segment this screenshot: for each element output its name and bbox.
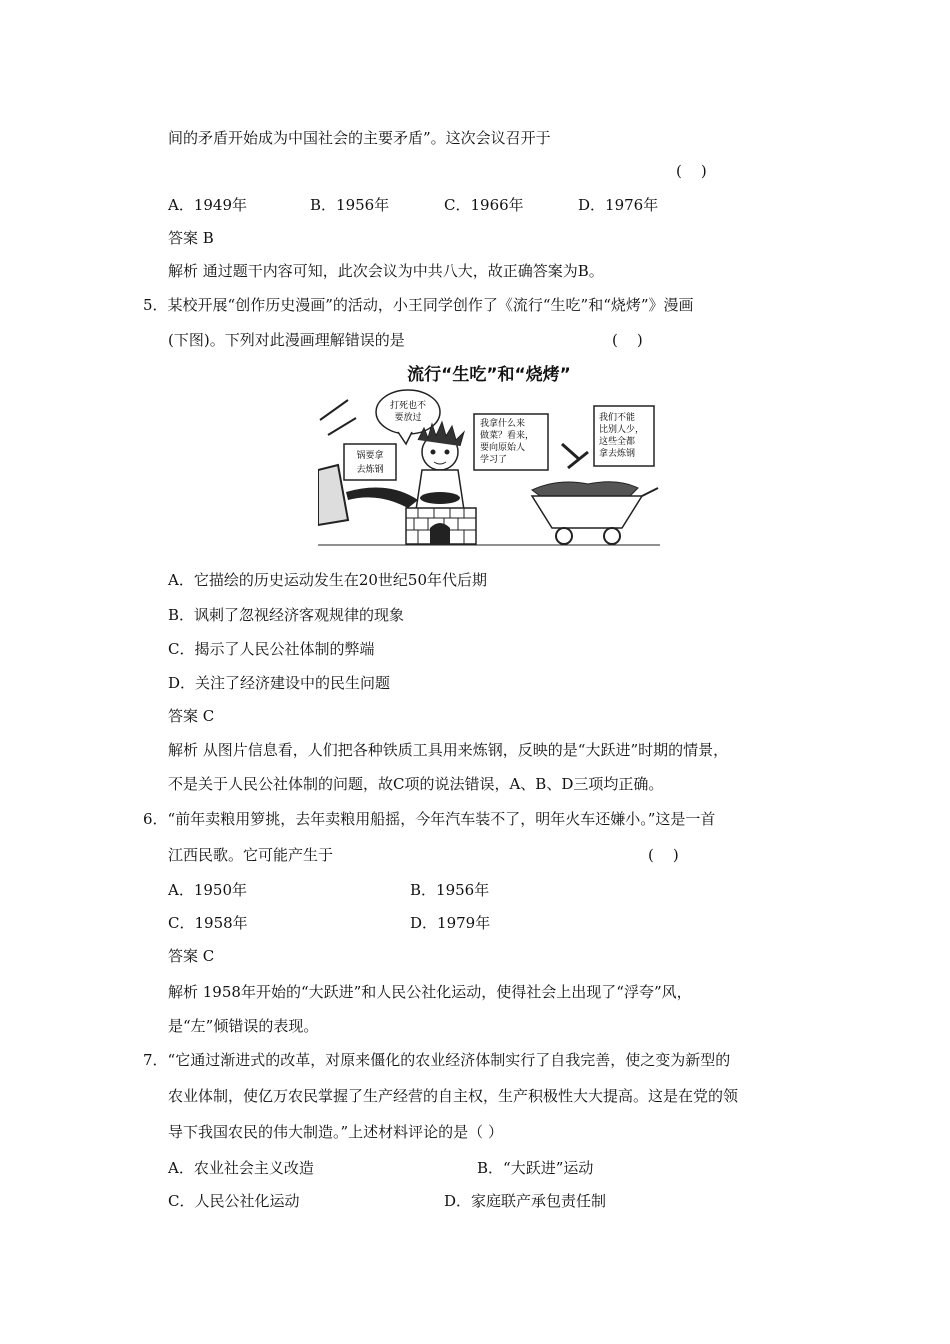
q4-answer-paren: ( ): [676, 162, 707, 180]
q6-option-b: B．1956年: [410, 881, 490, 899]
q4-stem-tail: 间的矛盾开始成为中国社会的主要矛盾”。这次会议召开于: [168, 129, 551, 147]
q5-analysis-line2: 不是关于人民公社体制的问题，故C项的说法错误，A、B、D三项均正确。: [168, 775, 664, 793]
q6-option-a: A．1950年: [168, 881, 248, 899]
q7-stem-line1: 7．“它通过渐进式的改革，对原来僵化的农业经济体制实行了自我完善，使之变为新型的: [143, 1051, 731, 1069]
q4-analysis: 解析 通过题干内容可知，此次会议为中共八大，故正确答案为B。: [168, 262, 604, 280]
q6-stem-line2: 江西民歌。它可能产生于: [168, 846, 334, 864]
cartoon-bubble3-line3: 要向原始人: [480, 443, 526, 453]
q5-option-c: C．揭示了人民公社体制的弊端: [168, 640, 375, 658]
q6-stem-line1: 6．“前年卖粮用箩挑，去年卖粮用船摇，今年汽车装不了，明年火车还嫌小。”这是一首: [143, 810, 716, 828]
q7-option-a: A．农业社会主义改造: [168, 1159, 314, 1177]
q7-option-b: B．“大跃进”运动: [477, 1159, 594, 1177]
q5-option-a: A．它描绘的历史运动发生在20世纪50年代后期: [168, 571, 488, 589]
cartoon-bubble4-line2: 比别人少，: [599, 425, 645, 435]
q5-option-d: D．关注了经济建设中的民生问题: [168, 674, 391, 692]
q7-option-d: D．家庭联产承包责任制: [444, 1192, 607, 1210]
q6-answer: 答案 C: [168, 947, 215, 965]
cartoon-bubble3-line2: 做菜？看来，: [480, 431, 535, 441]
q4-option-a: A．1949年: [168, 196, 248, 214]
q5-analysis-line1: 解析 从图片信息看，人们把各种铁质工具用来炼钢，反映的是“大跃进”时期的情景，: [168, 741, 729, 759]
q7-option-c: C．人民公社化运动: [168, 1192, 300, 1210]
q6-answer-paren: ( ): [648, 846, 679, 864]
cartoon-bubble4-line4: 拿去炼钢: [599, 449, 636, 459]
q5-option-b: B．讽刺了忽视经济客观规律的现象: [168, 606, 405, 624]
cartoon-bubble2-line1: 锅要拿: [356, 451, 384, 461]
cartoon-bubble4-line1: 我们不能: [599, 413, 636, 423]
cartoon-bubble3-line4: 学习了: [480, 455, 508, 465]
cartoon-bubble1-line2: 要放过: [394, 413, 422, 423]
q6-option-c: C．1958年: [168, 914, 248, 932]
q6-analysis-line1: 解析 1958年开始的“大跃进”和人民公社化运动，使得社会上出现了“浮夸”风，: [168, 983, 692, 1001]
q6-option-d: D．1979年: [410, 914, 491, 932]
q5-stem-line1: 5．某校开展“创作历史漫画”的活动，小王同学创作了《流行“生吃”和“烧烤”》漫画: [143, 296, 694, 314]
q5-answer: 答案 C: [168, 707, 215, 725]
q7-stem-line2: 农业体制，使亿万农民掌握了生产经营的自主权，生产积极性大大提高。这是在党的领: [168, 1087, 739, 1105]
q7-stem-line3: 导下我国农民的伟大制造。”上述材料评论的是（ ）: [168, 1123, 503, 1141]
cartoon-bubble1-line1: 打死也不: [389, 401, 427, 411]
q4-option-c: C．1966年: [444, 196, 524, 214]
cartoon-title: 流行“生吃”和“烧烤”: [407, 365, 571, 385]
q4-option-d: D．1976年: [578, 196, 659, 214]
cartoon-image: [318, 360, 660, 548]
q4-answer: 答案 B: [168, 229, 214, 247]
q4-option-b: B．1956年: [310, 196, 390, 214]
cartoon-drawing: [318, 360, 660, 548]
q5-answer-paren: ( ): [612, 331, 643, 349]
cartoon-bubble4-line3: 这些全都: [599, 437, 636, 447]
q5-stem-line2: (下图)。下列对此漫画理解错误的是: [168, 331, 405, 349]
cartoon-bubble3-line1: 我拿什么来: [480, 419, 526, 429]
cartoon-bubble2-line2: 去炼钢: [356, 465, 384, 475]
q6-analysis-line2: 是“左”倾错误的表现。: [168, 1017, 319, 1035]
